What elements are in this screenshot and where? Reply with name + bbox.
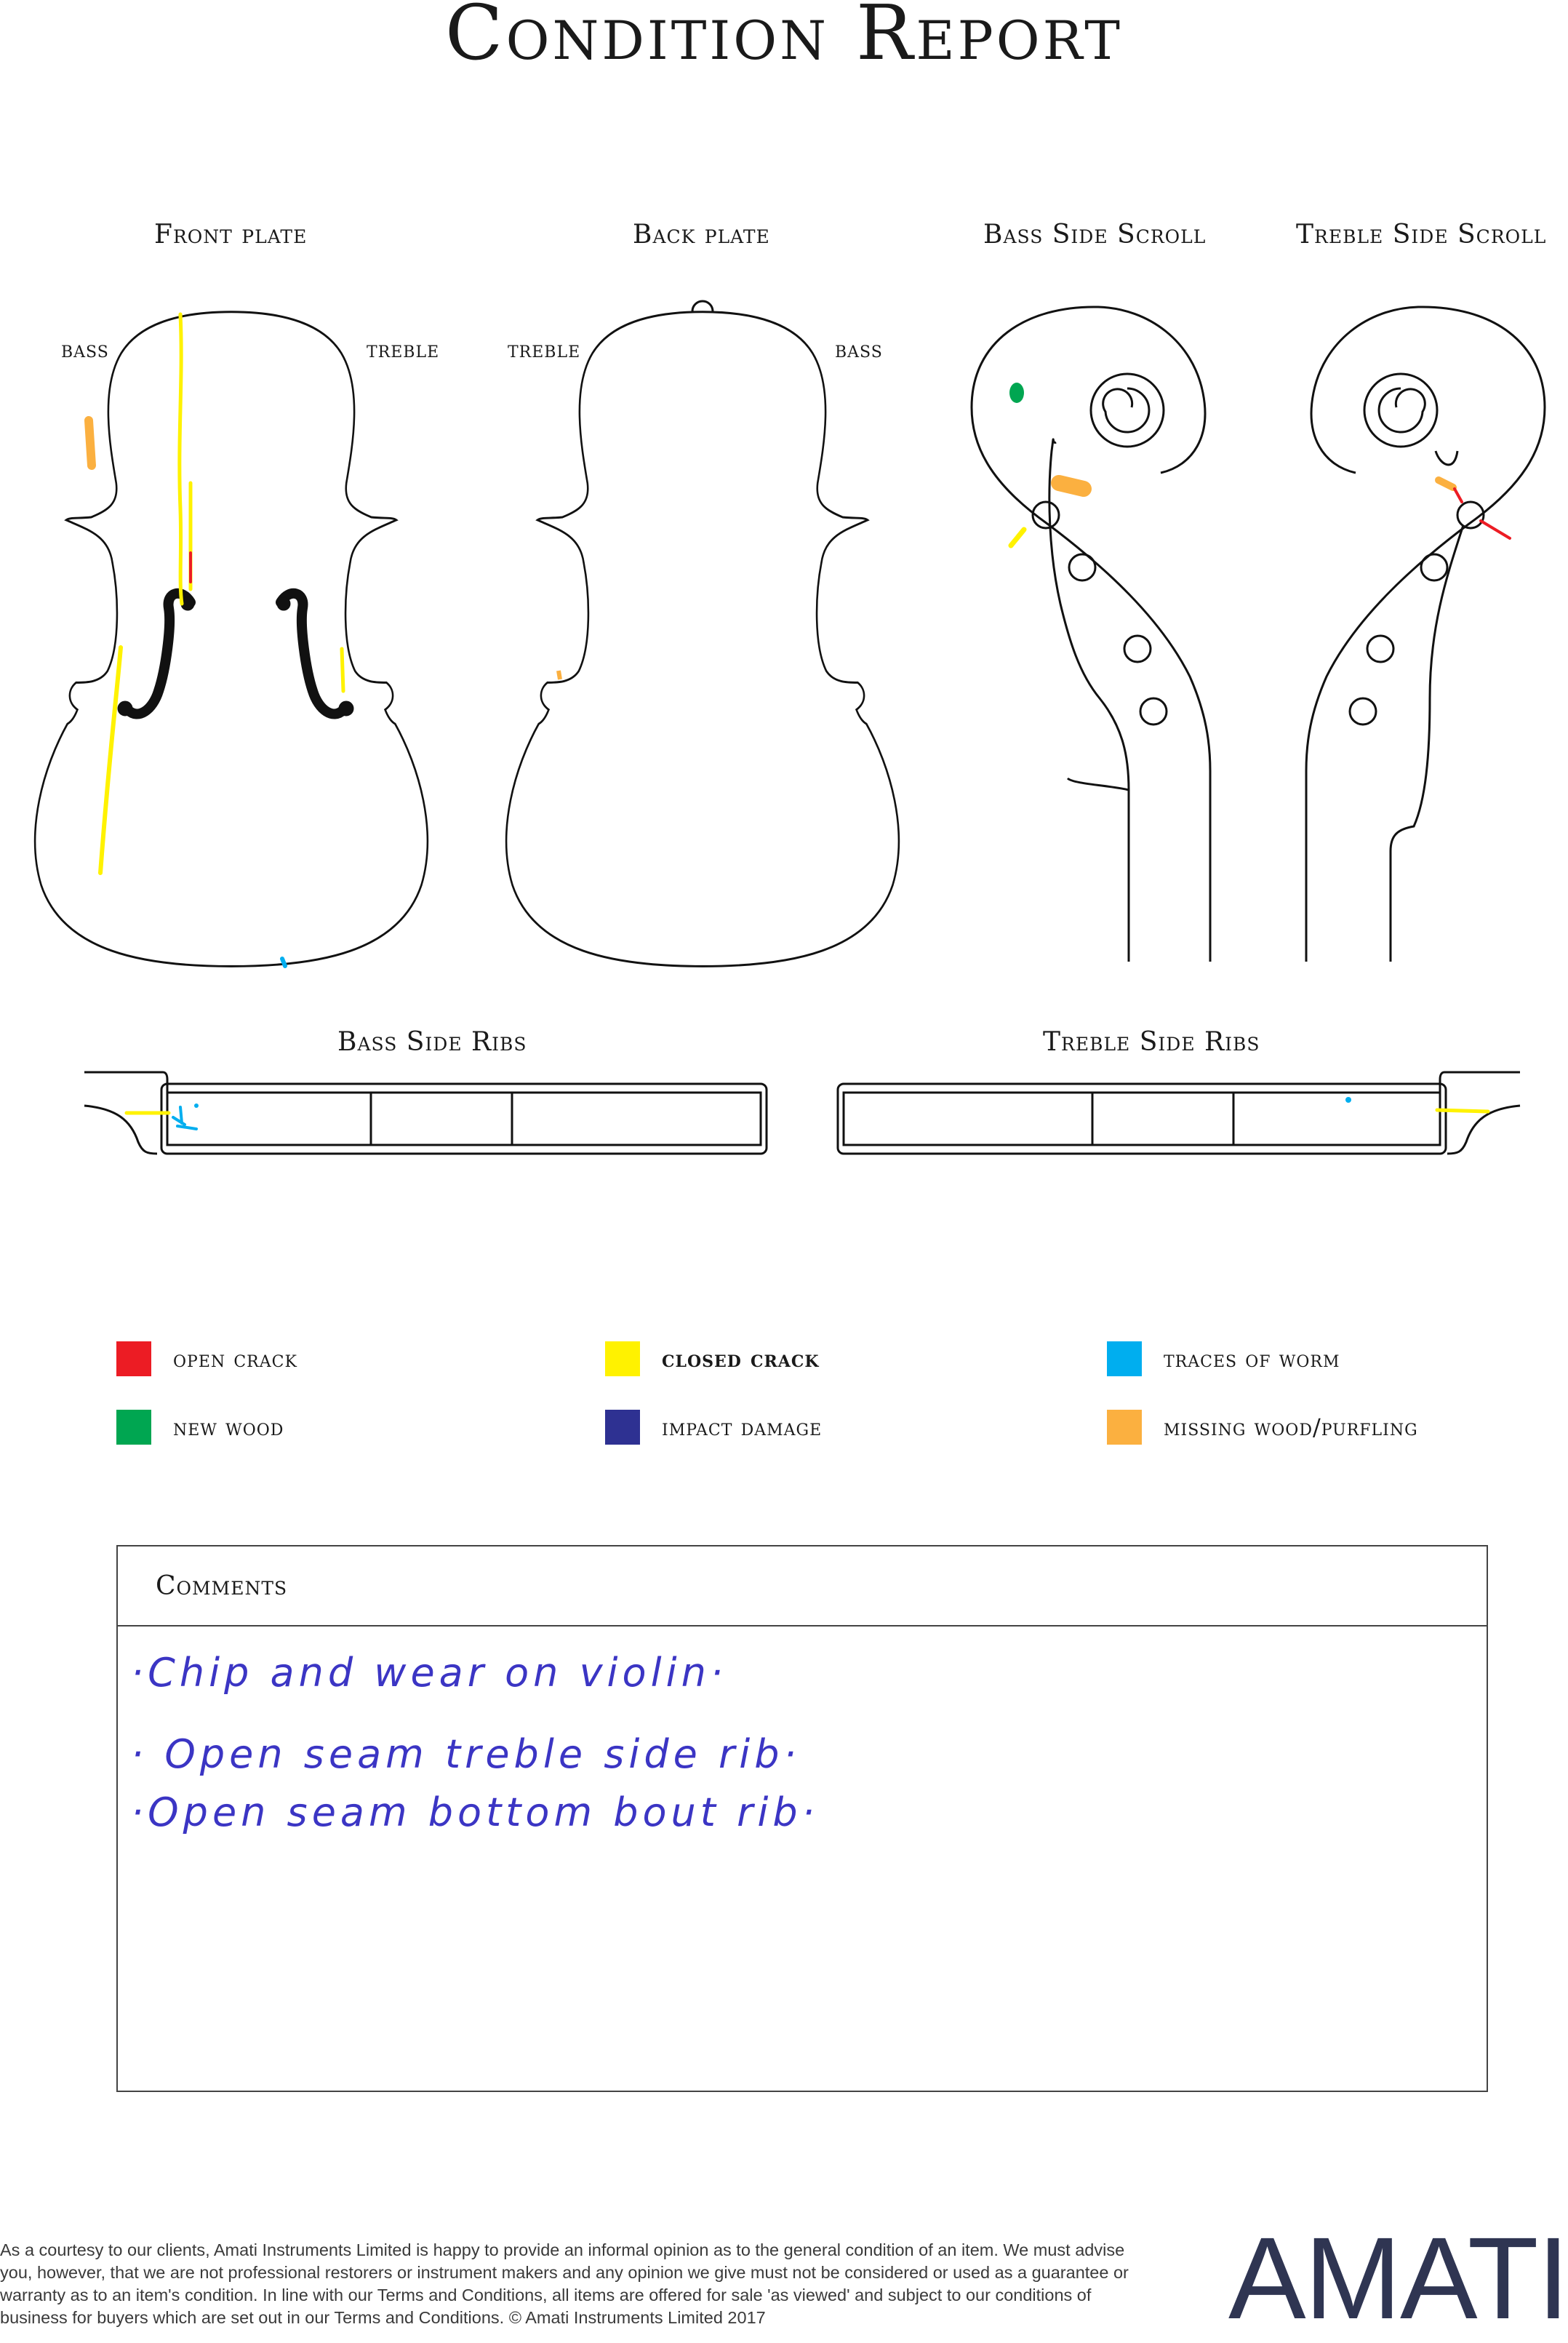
legend-label: traces of worm (1164, 1345, 1340, 1373)
legend-label: open crack (173, 1345, 297, 1373)
treble-ribs-damage-marks (1345, 1097, 1488, 1111)
front-plate-diagram (35, 312, 428, 967)
treble-side-scroll-diagram (1306, 307, 1545, 962)
new-wood-swatch (116, 1410, 151, 1445)
bass-side-scroll-label: Bass Side Scroll (983, 220, 1207, 250)
missing-wood-swatch (1107, 1410, 1142, 1445)
traces-of-worm-swatch (1107, 1341, 1142, 1376)
bass-side-scroll-diagram (972, 307, 1210, 962)
legend-missing-wood (1107, 1410, 1418, 1445)
legend-open-crack (116, 1341, 297, 1376)
bass-scroll-damage-marks (1009, 383, 1084, 546)
back-plate-damage-mark (559, 671, 560, 679)
treble-side-scroll-label: Treble Side Scroll (1296, 220, 1547, 250)
legend-impact-damage (605, 1410, 822, 1445)
front-treble-label: TREBLE (367, 343, 440, 362)
disclaimer-text: As a courtesy to our clients, Amati Instruments Limited is happy to provide an informal opinion as to the general condition of an item. We must advise you, however, that we are not professional restorers or instrument makers and any opinion we give must not be considered or used as a guarantee or warranty as to an item's condition. In line with our Terms and Conditions, all items are offered for sale 'as viewed' and subject to our conditions of business for buyers which are set out in our Terms and Conditions. © Amati Instruments Limited 2017 (0, 2240, 1129, 2327)
front-bass-label: BASS (61, 343, 109, 362)
back-button (692, 301, 713, 311)
back-bass-label: BASS (835, 343, 883, 362)
amati-logo: AMATI (1228, 2213, 1568, 2343)
comments-heading: Comments (118, 1546, 1487, 1626)
legend-closed-crack (605, 1341, 820, 1376)
bass-side-ribs-label: Bass Side Ribs (337, 1027, 527, 1057)
back-treble-label: TREBLE (508, 343, 581, 362)
impact-damage-swatch (605, 1410, 640, 1445)
back-plate-label: Back plate (633, 220, 770, 250)
legend-label: closed crack (662, 1345, 820, 1373)
page-title: Condition Report (445, 0, 1123, 77)
comments-box (116, 1545, 1488, 2092)
f-holes (118, 594, 353, 716)
comment-line: · Open seam treble side rib· (131, 1731, 801, 1777)
treble-scroll-damage-marks (1439, 480, 1510, 538)
treble-side-ribs-label: Treble Side Ribs (1043, 1027, 1260, 1057)
legend-label: missing wood/purfling (1164, 1413, 1418, 1441)
comment-line: ·Open seam bottom bout rib· (131, 1789, 819, 1835)
bass-side-ribs-diagram (84, 1072, 767, 1154)
treble-side-ribs-diagram (838, 1072, 1520, 1154)
legend-label: impact damage (662, 1413, 823, 1441)
front-plate-label: Front plate (154, 220, 308, 250)
comment-line: ·Chip and wear on violin· (131, 1650, 727, 1696)
legend-label: new wood (173, 1413, 284, 1441)
closed-crack-swatch (605, 1341, 640, 1376)
open-crack-swatch (116, 1341, 151, 1376)
back-plate-diagram (506, 312, 899, 967)
legend-traces-of-worm (1107, 1341, 1340, 1376)
legend-new-wood (116, 1410, 284, 1445)
